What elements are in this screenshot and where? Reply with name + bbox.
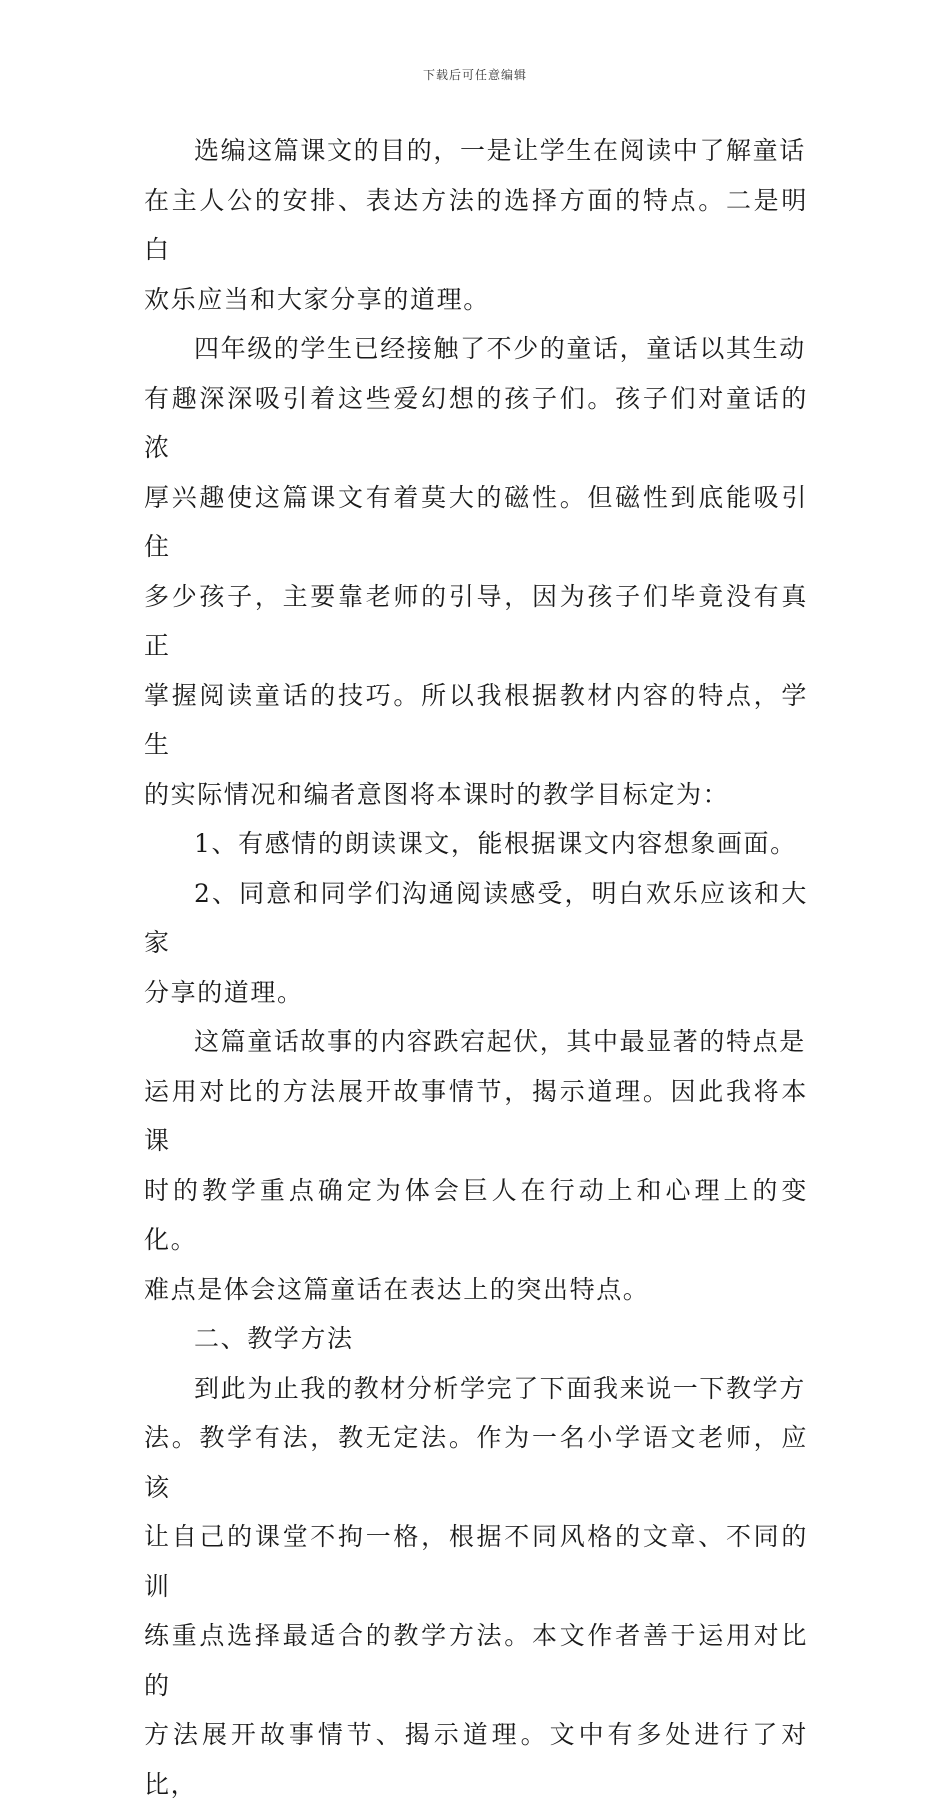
paragraph-teaching-method: 到此为止我的教材分析学完了下面我来说一下教学方 法。教学有法，教无定法。作为一名小学语文老师，应该 让自己的课堂不拘一格，根据不同风格的文章、不同的训 练重点选择最适合的教学方法。本文作者善于运用对比的 方法展开故事情节、揭示道理。文中有多处进行了对比， [144,1364,808,1809]
section-heading-teaching-method: 二、教学方法 [144,1314,808,1364]
paragraph-goal-1: 1、有感情的朗读课文，能根据课文内容想象画面。 [144,819,808,869]
document-body [144,126,808,1809]
paragraph-purpose: 选编这篇课文的目的，一是让学生在阅读中了解童话 在主人公的安排、表达方法的选择方面的特点。二是明白 欢乐应当和大家分享的道理。 [144,126,808,324]
page-header: 下载后可任意编辑 [0,66,950,83]
paragraph-goal-2: 2、同意和同学们沟通阅读感受，明白欢乐应该和大家 分享的道理。 [144,869,808,1018]
paragraph-key-points: 这篇童话故事的内容跌宕起伏，其中最显著的特点是 运用对比的方法展开故事情节，揭示道理。因此我将本课 时的教学重点确定为体会巨人在行动上和心理上的变化。 难点是体会这篇童话在表达上的突出特点。 [144,1017,808,1314]
paragraph-students: 四年级的学生已经接触了不少的童话，童话以其生动 有趣深深吸引着这些爱幻想的孩子们。孩子们对童话的浓 厚兴趣使这篇课文有着莫大的磁性。但磁性到底能吸引住 多少孩子，主要靠老师的引导，因为孩子们毕竟没有真正 掌握阅读童话的技巧。所以我根据教材内容的特点，学生 的实际情况和编者意图将本课时的教学目标定为： [144,324,808,819]
